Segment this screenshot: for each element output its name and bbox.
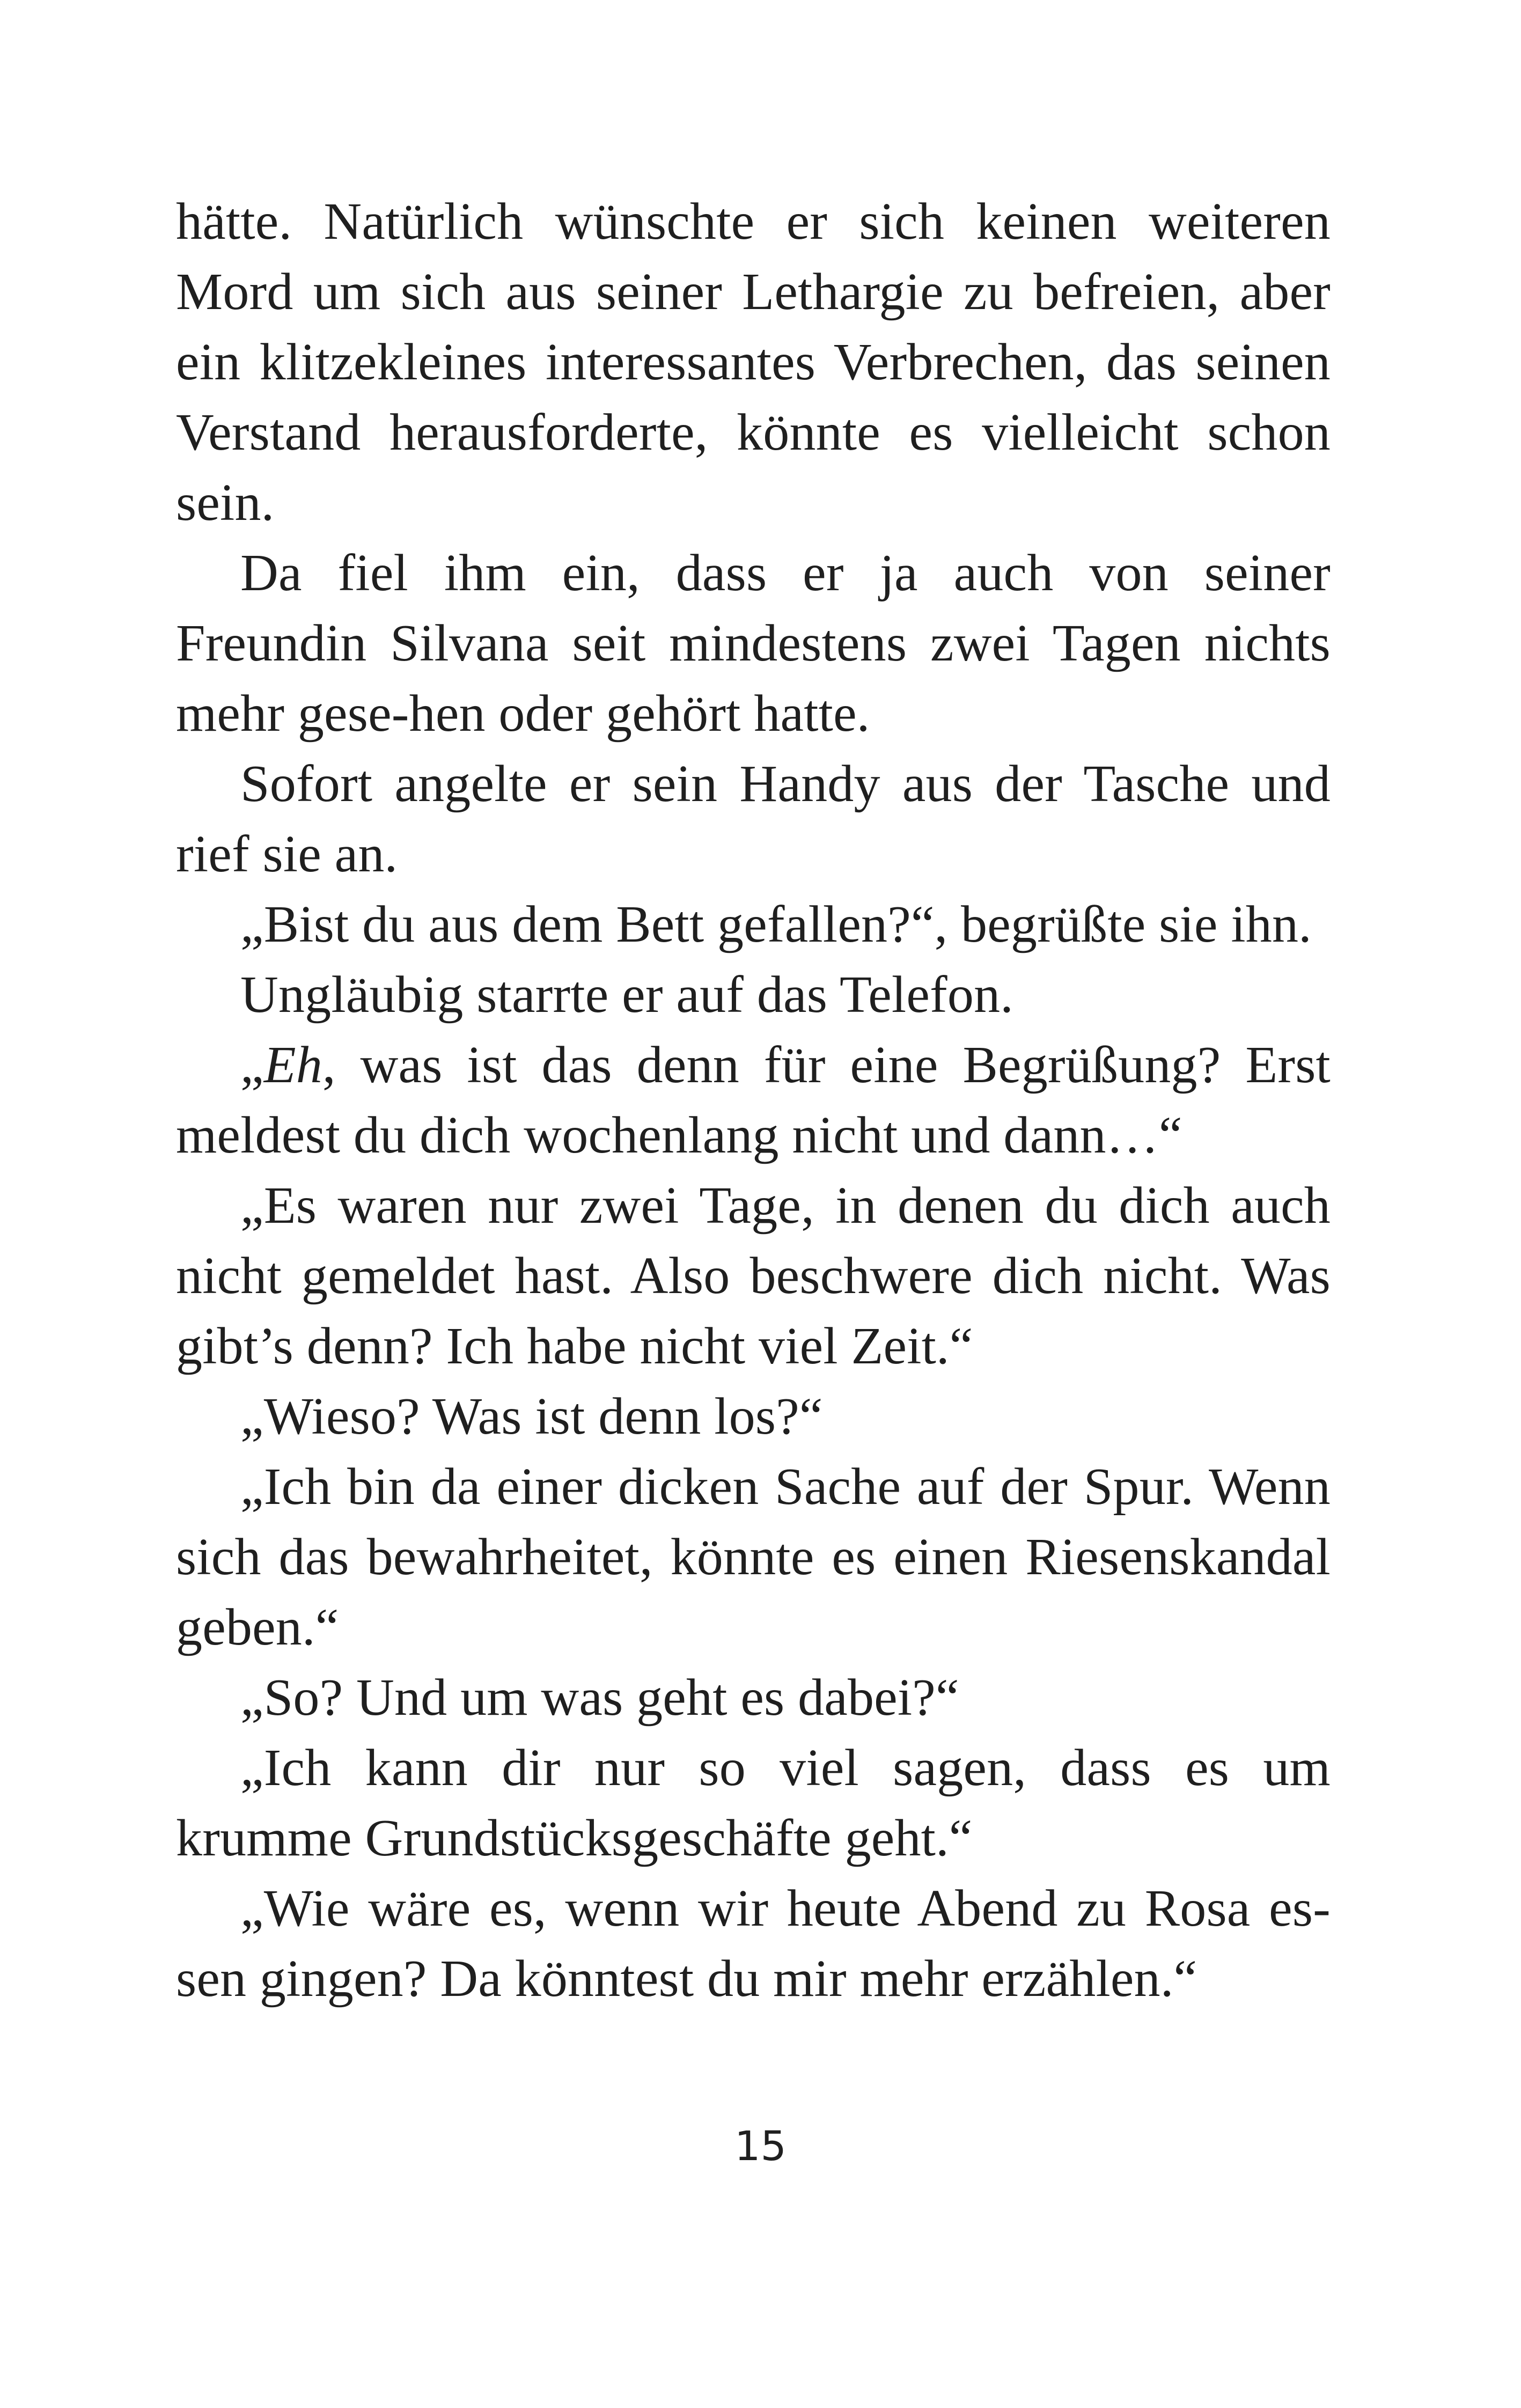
paragraph-11: „Ich kann dir nur so viel sagen, dass es um krumme Grundstücksgeschäfte geht.“: [176, 1739, 1331, 1867]
paragraph-8: „Wieso? Was ist denn los?“: [240, 1387, 823, 1445]
paragraph-7: „Es waren nur zwei Tage, in denen du dich auch nicht gemeldet hast. Also beschwere dich nicht. Was gibt’s denn? Ich habe nicht viel Zeit.“: [176, 1177, 1331, 1375]
paragraph-1: hätte. Natürlich wünschte er sich keinen weiteren Mord um sich aus seiner Lethargie zu befreien, aber ein klitzekleines interessantes Verbrechen, das seinen Verstand herausforderte, könnte es vielleicht schon sein.: [176, 193, 1331, 532]
paragraph-10: „So? Und um was geht es dabei?“: [240, 1669, 959, 1727]
paragraph-12: „Wie wäre es, wenn wir heute Abend zu Rosa es-sen gingen? Da könntest du mir mehr erzählen.“: [176, 1880, 1331, 2008]
paragraph-2: Da fiel ihm ein, dass er ja auch von seiner Freundin Silvana seit mindestens zwei Tagen nichts mehr gese-hen oder gehört hatte.: [176, 544, 1331, 743]
paragraph-4: „Bist du aus dem Bett gefallen?“, begrüßte sie ihn.: [240, 895, 1312, 953]
paragraph-6: [176, 1030, 1331, 1171]
paragraph-9: „Ich bin da einer dicken Sache auf der Spur. Wenn sich das bewahrheitet, könnte es einen Riesenskandal geben.“: [176, 1458, 1331, 1656]
paragraph-5: Ungläubig starrte er auf das Telefon.: [240, 966, 1013, 1024]
paragraph-6-rest: , was ist das denn für eine Begrüßung? Erst meldest du dich wochenlang nicht und dann…“: [176, 1036, 1331, 1164]
paragraph-6-prefix: „: [240, 1036, 264, 1094]
page-number: 15: [734, 2122, 787, 2170]
paragraph-6-italic: Eh: [263, 1036, 322, 1094]
paragraph-3: Sofort angelte er sein Handy aus der Tasche und rief sie an.: [176, 755, 1331, 883]
body-text: [176, 187, 1331, 2014]
